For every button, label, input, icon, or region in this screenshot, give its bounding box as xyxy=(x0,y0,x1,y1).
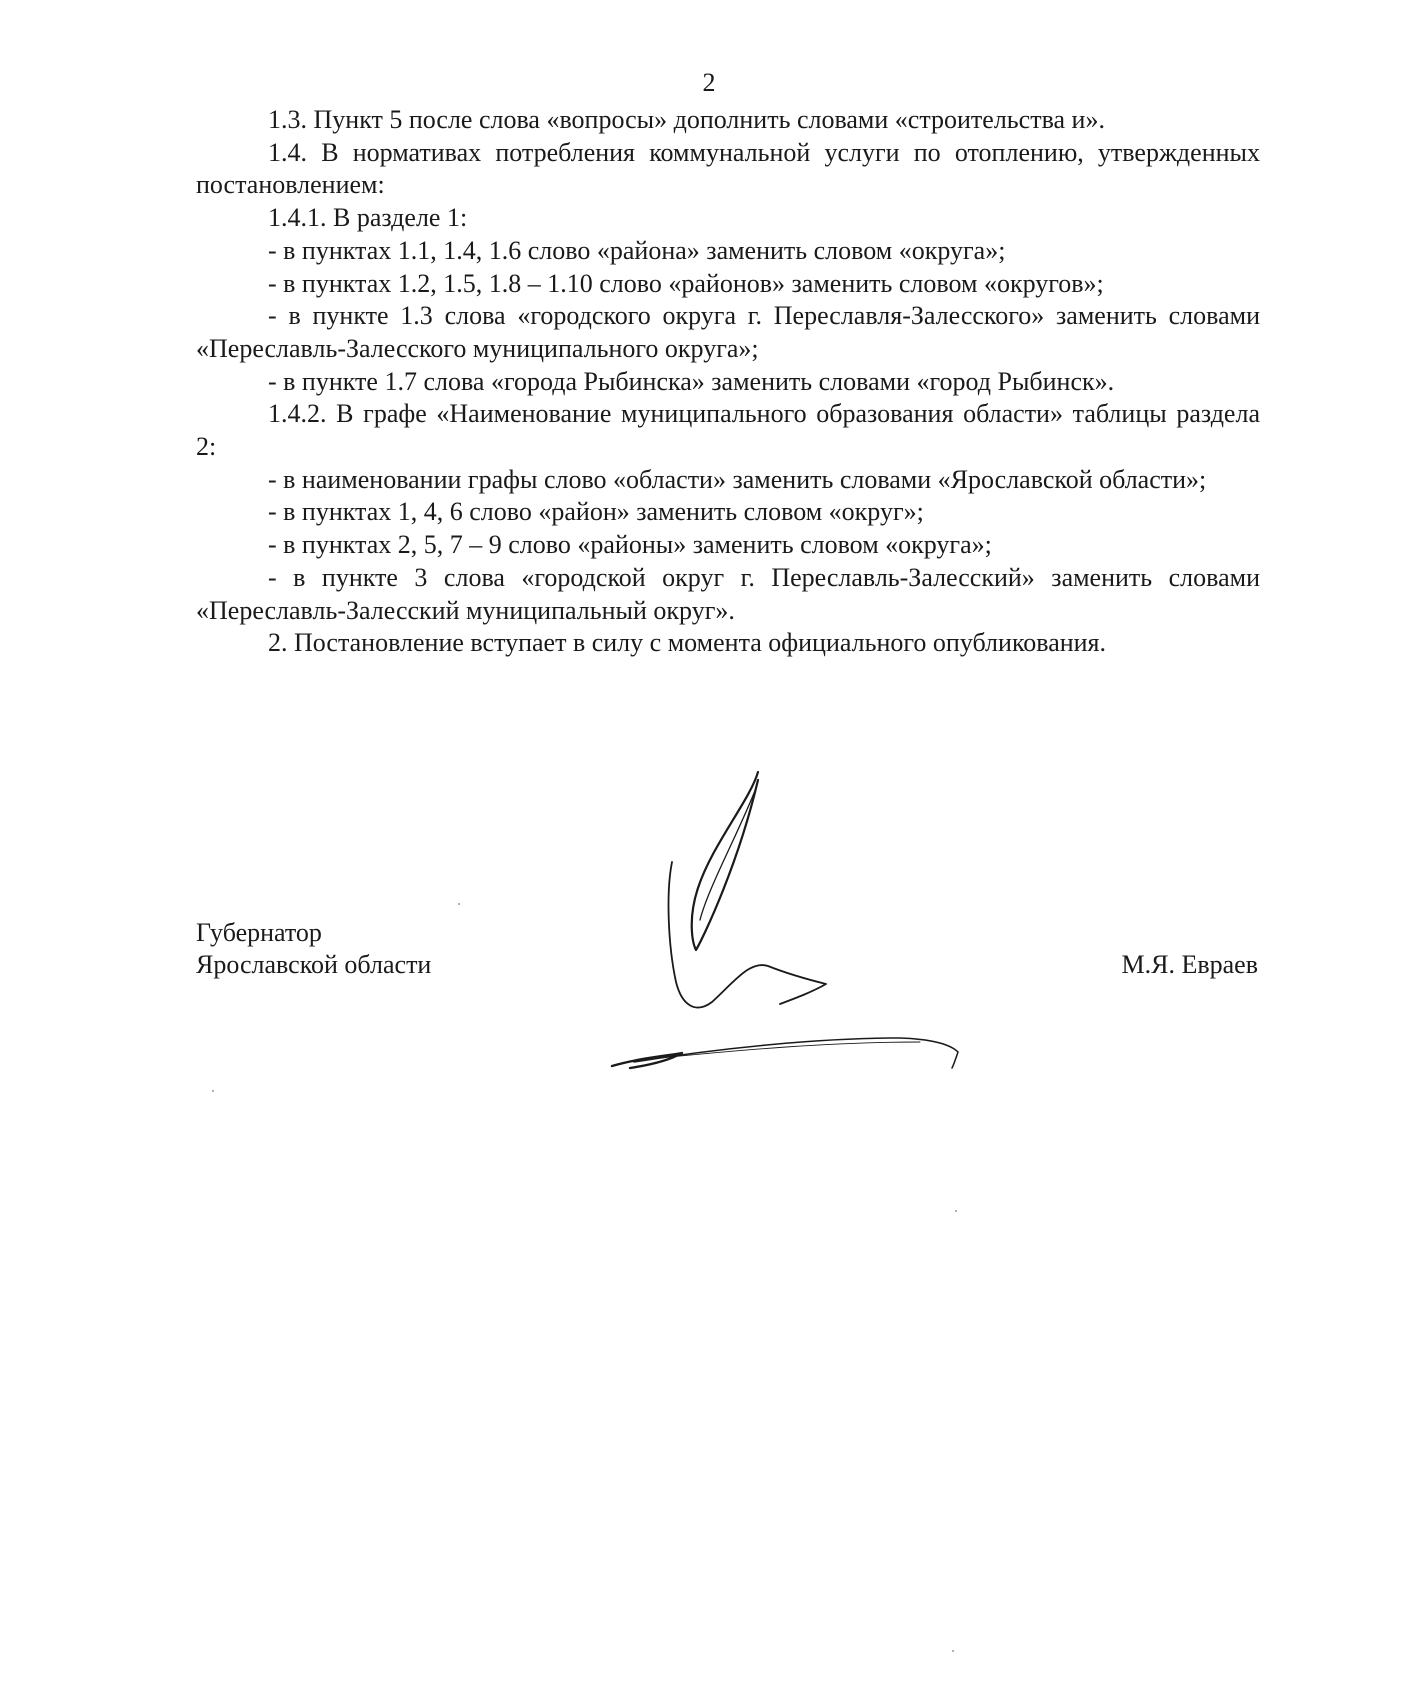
list-item: - в пункте 3 слова «городской округ г. Переславль-Залесский» заменить словами «Переславль-Залесский муниципальный округ». xyxy=(196,562,1260,625)
list-item: - в пунктах 1.1, 1.4, 1.6 слово «района» заменить словом «округа»; xyxy=(268,235,1006,265)
scan-speck xyxy=(458,903,460,905)
signatory-title: Губернатор xyxy=(196,918,322,947)
paragraph-1-3: 1.3. Пункт 5 после слова «вопросы» дополнить словами «строительства и». xyxy=(268,105,1105,134)
scan-speck xyxy=(212,1090,214,1092)
paragraph-1-4-2: 1.4.2. В графе «Наименование муниципального образования области» таблицы раздела 2: xyxy=(196,399,1260,462)
handwritten-signature-icon xyxy=(600,770,980,1080)
signatory-region: Ярославской области xyxy=(196,950,432,979)
signatory-name: М.Я. Евраев xyxy=(1121,950,1258,979)
page-number: 2 xyxy=(702,68,716,97)
list-item: - в наименовании графы слово «области» заменить словами «Ярославской области»; xyxy=(268,464,1207,494)
scan-speck xyxy=(955,1210,957,1212)
list-item: - в пункте 1.7 слова «города Рыбинска» заменить словами «город Рыбинск». xyxy=(268,366,1115,396)
paragraph-1-4-1: 1.4.1. В разделе 1: xyxy=(268,203,468,233)
list-item: - в пунктах 1.2, 1.5, 1.8 – 1.10 слово «районов» заменить словом «округов»; xyxy=(268,268,1104,298)
document-body xyxy=(196,104,1260,660)
list-item: - в пунктах 1, 4, 6 слово «район» заменить словом «округ»; xyxy=(268,497,924,527)
list-item: - в пункте 1.3 слова «городского округа г. Переславля-Залесского» заменить словами «Переславль-Залесского муниципального округа»; xyxy=(196,301,1260,363)
paragraph-1-4: 1.4. В нормативах потребления коммунальной услуги по отоплению, утвержденных постановлением: xyxy=(196,137,1260,200)
list-item: - в пунктах 2, 5, 7 – 9 слово «районы» заменить словом «округа»; xyxy=(268,530,992,560)
scan-speck xyxy=(952,1650,954,1652)
signatory-position xyxy=(196,917,431,981)
paragraph-2: 2. Постановление вступает в силу с момента официального опубликования. xyxy=(268,628,1107,658)
